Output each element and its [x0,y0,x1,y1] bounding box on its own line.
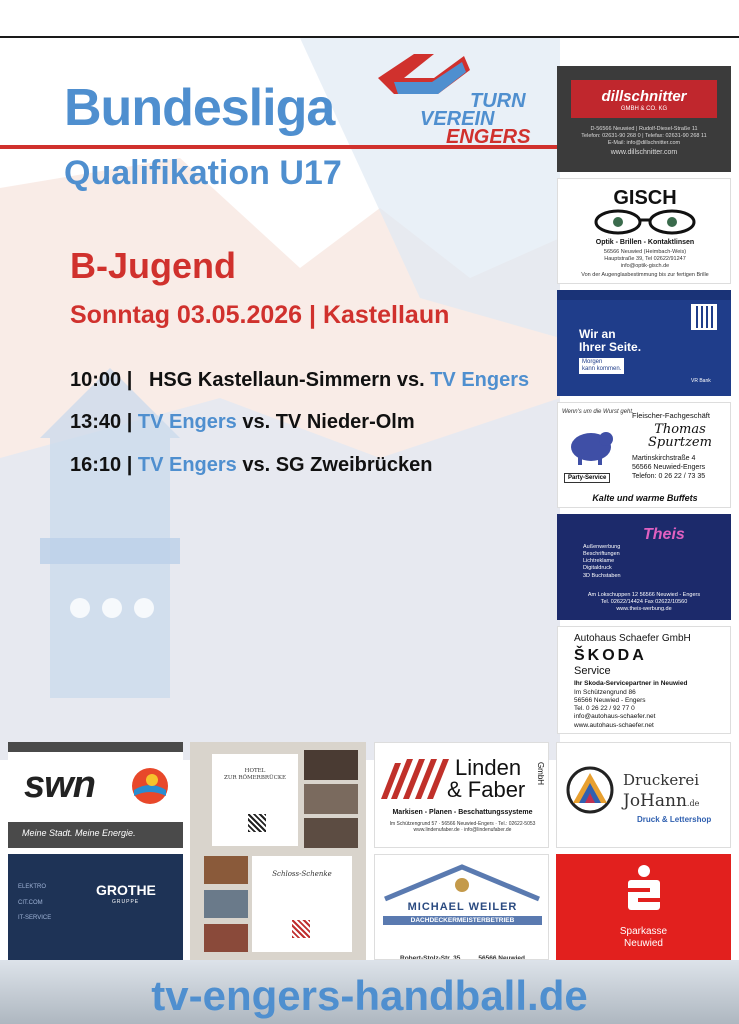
match-home: TV Engers [137,454,237,476]
johann-name-2: JoHann [623,791,687,811]
logo-text-verein: VEREIN [420,108,495,130]
vrbank-name: VR Bank [691,378,711,384]
glasses-icon [592,209,698,235]
johann-name-1: Druckerei [623,771,700,789]
dillschnitter-name: dillschnitter [601,88,687,105]
skoda-service: Service [574,665,611,677]
weiler-address: Robert-Stolz-Str. 35 56566 Neuwied [400,954,525,960]
swn-circle-icon [130,766,170,806]
page-subtitle: Qualifikation U17 [64,154,342,192]
age-group: B-Jugend [70,245,236,286]
schaefer-line: Im Schützengrund 86 [574,689,636,696]
match-row [70,455,432,475]
theis-item: Außenwerbung [583,544,621,550]
date-location: Sonntag 03.05.2026 | Kastellaun [70,301,450,329]
footer [0,960,739,1024]
theis-item: Digitaldruck [583,565,612,572]
theis-phone: Tel. 02622/14424 Fax 02622/10560 [600,598,688,605]
grothe-item: CIT.COM [18,899,43,906]
johann-tld: .de [686,799,700,808]
match-home: TV Engers [137,411,237,433]
hotel-name-1: HOTEL [244,768,266,774]
hotel-name-2: ZUR RÖMERBRÜCKE [224,775,286,782]
theis-name: Theis [643,526,685,543]
linden-web: www.lindenufaber.de · info@lindenufaber.de [413,827,512,834]
weiler-trade: DACHDECKERMEISTERBETRIEB [383,916,542,925]
logo-text-engers: ENGERS [446,126,531,148]
johann-tagline: Druck & Lettershop [637,815,712,824]
spurtzem-phone: Telefon: 0 26 22 / 73 35 [632,472,706,480]
johann-logo-icon [565,765,615,815]
match-home: HSG Kastellaun-Simmern vs. [148,369,425,391]
top-bar [0,0,739,38]
spurtzem-name-1: Thomas [654,422,706,437]
theis-item: Beschriftungen [583,551,620,558]
schaefer-line: www.autohaus-schaefer.net [574,721,654,729]
theis-address: Am Lokschuppen 12 56566 Neuwied - Engers [587,592,701,598]
sponsor-linden-faber [374,742,549,848]
sponsor-schaefer [557,626,731,734]
theis-web: www.theis-werbung.de [616,605,672,612]
spurtzem-address: Martinskirchstraße 4 [632,455,696,462]
grothe-logo: GROTHE [96,882,156,898]
gisch-claim: Von der Augenglasbestimmung bis zur fertigen Brille [581,272,709,278]
awning-icon [381,759,453,799]
match-row [70,412,415,432]
grothe-item: ELEKTRO [18,884,47,890]
schaefer-partner: Ihr Skoda-Servicepartner in Neuwied [574,680,688,687]
dillschnitter-phone: Telefon: 02631-90 268 0 | Telefax: 02631-90 268 11 [581,132,707,139]
match-time: 10:00 | [70,369,133,391]
qr-code-icon [691,304,717,330]
vrbank-headline-2: Ihrer Seite. [579,340,642,355]
spurtzem-top: Fleischer-Fachgeschäft [632,411,710,420]
swn-logo: swn [24,764,95,806]
dillschnitter-email: E-Mail: info@dillschnitter.com [607,139,681,146]
spurtzem-party-service: Party-Service [564,473,610,483]
schaefer-line: info@autohaus-schaefer.net [574,713,656,721]
spurtzem-name-2: Spurtzem [648,435,712,450]
sponsor-dillschnitter [557,66,731,172]
sponsor-weiler [374,854,549,960]
linden-tagline: Markisen - Planen - Beschattungssysteme [392,809,533,816]
sparkasse-name-2: Neuwied [624,938,663,949]
qr-code-icon [248,814,266,832]
sponsor-grothe [8,854,183,960]
match-away: TV Engers [430,369,530,391]
hotel-name-3: Schloss-Schenke [272,870,332,878]
logo-text-turn: TURN [470,90,526,112]
sponsor-spurtzem [557,402,731,508]
match-row [70,370,529,390]
house-roof-icon [381,863,543,903]
spurtzem-buffet: Kalte und warme Buffets [592,493,698,503]
vrbank-tag-2: kann kommen. [582,366,622,373]
schaefer-title: Autohaus Schaefer GmbH [574,633,691,644]
schaefer-line: Tel. 0 26 22 / 92 77 0 [574,705,635,713]
sponsor-hotel [190,742,366,960]
dillschnitter-address: D-56566 Neuwied | Rudolf-Diesel-Straße 11 [590,126,698,132]
gisch-address-2: Hauptstraße 39, Tel 02622/91247 [604,255,686,262]
match-away: vs. TV Nieder-Olm [242,411,415,433]
sparkasse-name-1: Sparkasse [619,926,668,937]
linden-name-1: Linden [455,755,522,780]
linden-address: Im Schützengrund 57 · 56566 Neuwied-Engers · Tel.: 02622-5053 [389,821,536,827]
sparkasse-s-icon [624,864,664,914]
swn-claim: Meine Stadt. Meine Energie. [22,828,136,838]
theis-item: 3D Buchstaben [583,572,621,579]
match-time: 13:40 | [70,411,133,433]
theis-item: Lichtreklame [583,558,615,565]
match-time: 16:10 | [70,454,133,476]
spurtzem-slogan: Wenn's um die Wurst geht. [562,409,634,415]
qr-code-icon [292,920,310,938]
sponsor-theis [557,514,731,620]
gisch-name: GISCH [613,187,677,209]
pig-icon [566,423,616,467]
club-logo [372,46,552,150]
grothe-item: IT-SERVICE [18,915,52,922]
vrbank-headline-1: Wir an [579,327,616,341]
skoda-logo: ŠKODA [574,647,647,664]
vrbank-tag-1: Morgen [582,359,603,365]
weiler-name: MICHAEL WEILER [407,901,518,913]
dillschnitter-web: www.dillschnitter.com [610,148,678,156]
gisch-email: info@optik-gisch.de [620,262,670,269]
linden-name-2: & Faber [447,777,526,802]
linden-suffix: GmbH [536,761,546,786]
sponsor-gisch [557,178,731,284]
match-away: vs. SG Zweibrücken [242,454,433,476]
spurtzem-city: 56566 Neuwied-Engers [632,463,706,471]
sponsor-johann [556,742,731,848]
page-title: Bundesliga [64,79,335,137]
club-logo-icon [374,48,474,108]
grothe-sub: GRUPPE [112,899,140,905]
schaefer-line: 56566 Neuwied - Engers [574,697,646,705]
gisch-address-1: 56566 Neuwied (Heimbach-Weis) [603,249,687,255]
sponsor-vrbank [557,290,731,396]
sponsor-swn [8,742,183,848]
website-url[interactable]: tv-engers-handball.de [151,972,588,1019]
sponsor-sparkasse [556,854,731,960]
dillschnitter-sub: GMBH & CO. KG [620,106,668,112]
gisch-tagline: Optik - Brillen - Kontaktlinsen [595,239,695,246]
